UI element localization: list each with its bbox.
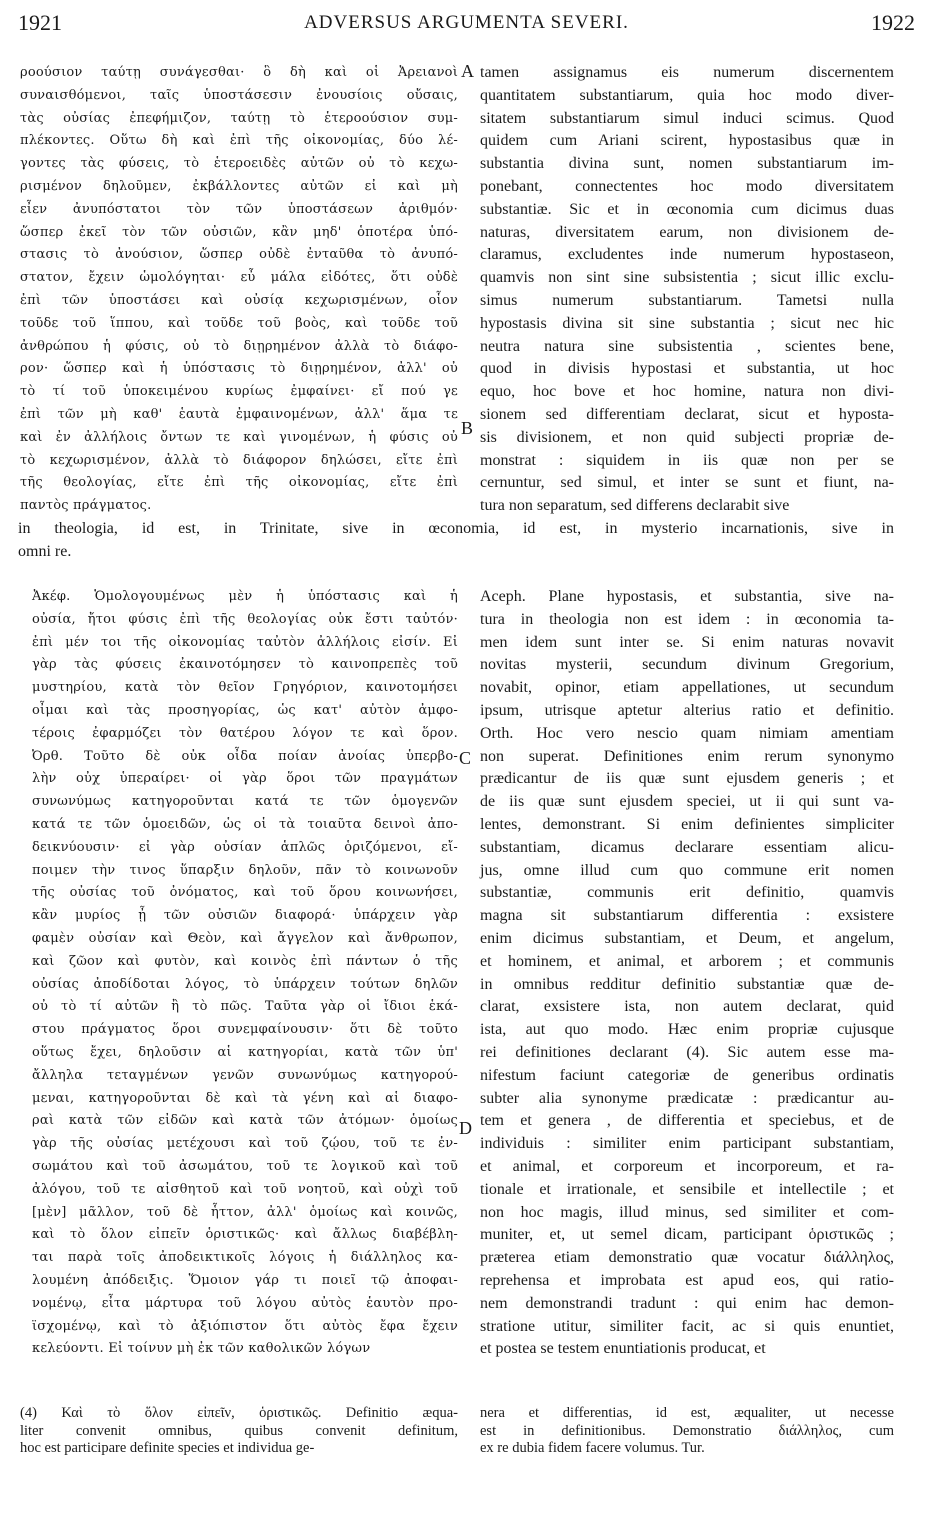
text-line: tionale et irrationale, et sensibile et intellectile ; et xyxy=(480,1180,894,1198)
text-line: tura non separatum, sed differens declarabit sive xyxy=(480,497,790,515)
text-line: nera et differentias, id est, æqualiter, ut necesse xyxy=(480,1405,894,1421)
text-line: ἀνθρώπου ἡ φύσις, οὐ τὸ διῃρημένον ἀλλὰ τὸ διάφο- xyxy=(20,338,458,354)
text-line: λὴν οὐχ ὑπεραίρει· οἱ γὰρ ὅροι τῶν πραγμάτων xyxy=(32,771,458,787)
text-line: οὐσία, ἤτοι φύσις ἐπὶ τῆς θεολογίας οὐκ ἔστι ταὐτόν· xyxy=(32,611,458,627)
text-line: Orth. Hoc vero nescio quam nimiam amentiam xyxy=(480,724,894,742)
text-line: quamvis non sint sine subsistentia ; sicut illic exclu- xyxy=(480,269,894,287)
text-line: men idem sunt inter se. Si enim naturas novavit xyxy=(480,633,894,651)
text-line: de iis quæ sunt ejusdem speciei, ut ii qui sunt va- xyxy=(480,793,894,811)
text-line: τοῦδε τοῦ ἵππου, καὶ τοῦδε τοῦ βοὸς, καὶ τοῦδε τοῦ xyxy=(20,315,458,331)
text-line: neutra natura sine subsistentia , scientes bene, xyxy=(480,337,894,355)
text-line: individuis : similiter enim participant substantiam, xyxy=(480,1135,894,1153)
text-line: liter convenit omnibus, quibus convenit definitum, xyxy=(20,1422,458,1439)
text-line: stratione utitur, similiter facit, ac si quis enuntiet, xyxy=(480,1317,894,1335)
text-line: δεικνύουσιν· εἰ γὰρ οὐσίαν ἁπλῶς ὁριζόμενοι, εἴ- xyxy=(32,839,458,855)
text-line: γὰρ τὰς φύσεις ἐκαινοτόμησεν τὸ καινοπρεπὲς τοῦ xyxy=(32,657,458,673)
latin-column-b xyxy=(480,586,894,1361)
text-line: enim dicimus substantiam, et Deum, et angelum, xyxy=(480,929,894,947)
text-line: στασις τὸ ἀνούσιον, ὥσπερ οὐδὲ ἐνταῦθα τὸ ἀνυπό- xyxy=(20,247,458,263)
greek-column-b xyxy=(32,586,458,1361)
text-line: τὰς οὐσίας ἐπεφήμιζον, ταύτῃ τὸ ἑτεροούσιον συμ- xyxy=(20,110,458,126)
text-line: tamen assignamus eis numerum discernentem xyxy=(480,64,894,81)
text-line: [μὲν] μᾶλλον, τοῦ δὲ ἧττον, ἀλλ' ὁμοίως καὶ κοινῶς, xyxy=(32,1204,458,1220)
text-line: magna sit substantiarum differentia : exsistere xyxy=(480,907,894,925)
text-line: καὶ ζῶον καὶ φυτὸν, καὶ κοινὸς ἐπὶ πάντων ὁ τῆς xyxy=(32,953,458,969)
page-header xyxy=(18,10,915,40)
margin-letter-d: D xyxy=(459,1118,472,1138)
text-line: simus numerum substantiarum. Tametsi nulla xyxy=(480,291,894,309)
text-line: substantiam, dicamus declarare essentiam alicu- xyxy=(480,838,894,856)
text-line: præterea etiam demonstratio quæ vocatur διάλληλος, xyxy=(480,1249,894,1267)
text-line: clarat, exsistere ista, non autem declarat, quid xyxy=(480,998,894,1016)
text-line: ponebant, connectentes hoc modo diversitatem xyxy=(480,177,894,195)
text-line: monstrat : siquidem in iis quæ non per se xyxy=(480,451,894,469)
text-line: non hoc magis, illud minus, sed similiter et com- xyxy=(480,1203,894,1221)
text-line: novitas mysterii, secundum divinum Gregorium, xyxy=(480,656,894,674)
text-line: in omnibus redditur definitio substantiæ quæ de- xyxy=(480,975,894,993)
text-line: ὥσπερ ἐκεῖ τὸν τῶν οὐσιῶν, κἂν μηδ' ὁποτέρα ὑπό- xyxy=(20,224,458,240)
text-line: τὸ τί τοῦ ὑποκειμένου κυρίως ἐμφαίνει· εἴ πού γε xyxy=(20,384,458,400)
text-line: κελεύοντι. Εἰ τοίνυν μὴ ἐκ τῶν καθολικῶν λόγων xyxy=(32,1341,371,1357)
text-line: jus, omne illud cum quo commune erit nomen xyxy=(480,861,894,879)
text-line: συναισθόμενοι, ταῖς ὑποστάσεσιν ἐνουσίοις οὔσαις, xyxy=(20,87,458,103)
text-line: sis divisionem, et non quid subjecti propriæ de- xyxy=(480,428,894,446)
text-line: et animal, et corporeum et incorporeum, et ra- xyxy=(480,1157,894,1175)
footnote-right xyxy=(480,1405,894,1458)
text-line: rei definitiones declarant (4). Sic autem esse ma- xyxy=(480,1043,894,1061)
text-line: ἄλληλα τεταγμένων γενῶν συνωνύμως κατηγορού- xyxy=(32,1067,458,1083)
text-line: πλέκοντες. Οὕτω δὴ καὶ ἐπὶ τῆς οἰκονομίας, δύο λέ- xyxy=(20,133,458,149)
text-line: equo, hoc bove et hoc homine, natura non divi- xyxy=(480,383,894,401)
text-line: in theologia, id est, in Trinitate, sive in œconomia, id est, in mysterio incarnationis, sive in xyxy=(18,520,894,537)
text-line: nifestum faciunt categoriæ de generibus ordinatis xyxy=(480,1066,894,1084)
text-line: tem et genera , de differentia et speciebus, et de xyxy=(480,1112,894,1130)
text-line: τῆς οὐσίας τοῦ ὀνόματος, καὶ τοῦ ὅρου κοινωνήσει, xyxy=(32,885,458,901)
text-line: οὐ τὸ τί αὐτῶν ἢ τὸ πῶς. Ταῦτα γὰρ οἱ ἴδιοι ἑκά- xyxy=(32,999,458,1015)
margin-letter-b: B xyxy=(461,418,474,438)
text-line: συνωνύμως κατηγοροῦνται κατά τε τῶν ὁμογενῶν xyxy=(32,794,458,810)
text-line: σωμάτου καὶ τοῦ ἀσωμάτου, τοῦ τε λογικοῦ καὶ τοῦ xyxy=(32,1158,458,1174)
text-line: μυστηρίου, κατὰ τὸν θεῖον Γρηγόριον, καινοτομήσει xyxy=(32,680,458,696)
text-line: λουμένη ἀπόδειξις. Ὅμοιον γάρ τι ποιεῖ τῷ ἀποφαι- xyxy=(32,1272,458,1288)
text-line: et postea se testem enuntiationis producat, et xyxy=(480,1340,766,1358)
text-line: (4) Καὶ τὸ ὅλον εἰπεῖν, ὁριστικῶς. Definitio æqua- xyxy=(20,1405,458,1421)
text-line: ποιμεν τὴν τινος ὕπαρξιν δηλοῦν, πᾶν τὸ κοινωνοῦν xyxy=(32,862,458,878)
text-line: ἐπὶ τῶν ὑποστάσει καὶ οὐσίᾳ κεχωρισμένων, οἷον xyxy=(20,292,458,308)
text-line: ex re dubia fidem facere volumus. Tur. xyxy=(480,1440,705,1456)
running-title: ADVERSUS ARGUMENTA SEVERI. xyxy=(304,12,629,33)
text-line: καὶ ἐν ἀλλήλοις ὄντων τε καὶ γινομένων, ἡ φύσις οὐ xyxy=(20,429,458,445)
text-line: quantitatem substantiarum, quia hoc modo diver- xyxy=(480,86,894,104)
text-line: prædicantur de iis quæ sunt ejusdem generis ; et xyxy=(480,770,894,788)
text-line: nem demonstrandi tradunt : qui enim hac demon- xyxy=(480,1294,894,1312)
text-line: γοντες τὰς φύσεις, τὸ ἑτεροειδὲς αὐτῶν οὐ τὸ κεχω- xyxy=(20,156,458,172)
text-line: quidem cum Ariani scirent, hypostasibus quæ in xyxy=(480,132,894,150)
text-line: γὰρ τῆς οὐσίας μετέχουσι καὶ τοῦ ζῴου, τοῦ τε ἐν- xyxy=(32,1136,458,1152)
text-line: claramus, excludentes inde numerum hypostaseon, xyxy=(480,246,894,264)
text-line: καὶ τὸ ὅλον εἰπεῖν ὁριστικῶς· καὶ ἄλλως διαβέβλη- xyxy=(32,1227,458,1243)
text-line: οἶμαι καὶ τὰς προσηγορίας, ὡς κατ' αὐτὸν ἀμφο- xyxy=(32,702,458,718)
text-line: muniter, et, ut semel dicam, participant ὁριστικῶς ; xyxy=(480,1226,894,1244)
text-line: οὕτως ἔχει, δηλοῦσιν αἱ κατηγορίαι, κατὰ τῶν ὑπ' xyxy=(32,1044,458,1060)
text-line: νομένῳ, εἶτα μάρτυρα τοῦ λόγου αὐτὸς ἑαυτὸν προ- xyxy=(32,1295,458,1311)
text-line: hoc est participare definite species et individua ge- xyxy=(20,1440,315,1456)
text-line: ἐπὶ τῶν μὴ καθ' ἑαυτὰ ἐμφαινομένων, ἀλλ' ἅμα τε xyxy=(20,406,458,422)
text-line: ipsum, utrisque aptetur alterius ratio et definitio. xyxy=(480,701,894,719)
right-page-number: 1922 xyxy=(871,10,915,35)
text-line: omni re. xyxy=(18,542,72,560)
text-line: τῆς θεολογίας, εἴτε ἐπὶ τῆς οἰκονομίας, εἴτε ἐπὶ xyxy=(20,475,458,491)
text-line: κἂν μυρίος ᾖ τῶν οὐσιῶν διαφορά· ὑπάρχειν γὰρ xyxy=(32,908,458,924)
text-line: cernuntur, sed simul, et inter se sunt et fiunt, na- xyxy=(480,474,894,492)
text-line: ἐπὶ μέν τοι τῆς οἰκονομίας ταὐτὸν ἀλλήλοις εἰσίν. Εἰ xyxy=(32,634,458,650)
text-line: φαμὲν οὐσίαν καὶ Θεὸν, καὶ ἄγγελον καὶ ἄνθρωπον, xyxy=(32,930,458,946)
text-line: ρισμένον δηλοῦμεν, ἐκβάλλοντες αὐτῶν εἰ καὶ μὴ xyxy=(20,178,458,194)
text-line: hypostasis divina sit sine substantia ; sicut nec hic xyxy=(480,314,894,332)
text-line: tura in theologia non est idem : in œconomia ta- xyxy=(480,610,894,628)
text-line: Aceph. Plane hypostasis, et substantia, sive na- xyxy=(480,588,894,605)
text-line: Ὀρθ. Τοῦτο δὲ οὐκ οἶδα ποίαν ἀνοίας ὑπερβο- xyxy=(32,748,458,764)
text-line: sionem sed differentiam declarat, sicut et hyposta- xyxy=(480,405,894,423)
text-line: κατά τε τῶν ὁμοειδῶν, ὡς οἱ τὰ τοιαῦτα δεινοὶ ἀπο- xyxy=(32,816,458,832)
text-line: reprehensa et improbata est apud eos, qui ratio- xyxy=(480,1271,894,1289)
greek-column-a xyxy=(20,62,458,518)
text-line: Ἀκέφ. Ὁμολογουμένως μὲν ἡ ὑπόστασις καὶ ἡ xyxy=(32,589,458,604)
text-line: εἶεν ἀνυπόστατοι τὸν τῶν ὑποστάσεων ἀριθμόν· xyxy=(20,201,458,217)
text-line: ἀλόγου, τοῦ τε αἰσθητοῦ καὶ τοῦ νοητοῦ, καὶ οὐχὶ τοῦ xyxy=(32,1181,458,1197)
text-line: substantiæ. Sic et in œconomia cum dicimus duas xyxy=(480,200,894,218)
text-line: τέροις ἐφαρμόζει τὸν θατέρου λόγον τε καὶ ὅρον. xyxy=(32,725,458,741)
text-line: ρον· ὥσπερ καὶ ἡ ὑπόστασις τὸ διῃρημένον, ἀλλ' οὐ xyxy=(20,361,458,377)
text-line: substantiæ, communis erit definitio, quamvis xyxy=(480,884,894,902)
full-width-text xyxy=(18,518,894,564)
text-line: ραὶ κατὰ τῶν εἰδῶν καὶ κατὰ τῶν ἀτόμων· ὁμοίως xyxy=(32,1113,458,1129)
text-line: ροούσιον ταύτῃ συνάγεσθαι· ὃ δὴ καὶ οἱ Ἀρειανοὶ xyxy=(20,65,458,80)
text-line: quod in divisis hypostasi et substantia, ut hoc xyxy=(480,360,894,378)
text-line: μεναι, κατηγοροῦνται δὲ καὶ τὰ γένη καὶ αἱ διαφο- xyxy=(32,1090,458,1106)
text-line: ϊσχομένῳ, καὶ τὸ ἀξιόπιστον ὅτι αὐτὸς ἔφα ἔχειν xyxy=(32,1318,458,1334)
text-line: sitatem substantiarum simul induci scimus. Quod xyxy=(480,109,894,127)
footnote-left xyxy=(20,1405,458,1458)
text-line: est in definitionibus. Demonstratio διάλληλος, cum xyxy=(480,1422,894,1439)
text-line: non superat. Definitiones enim rerum synonymo xyxy=(480,747,894,765)
left-page-number: 1921 xyxy=(18,10,62,35)
text-line: στατον, ἔχειν ὡμολόγηται· εὖ μάλα εἰδότες, ὅτι οὐδὲ xyxy=(20,270,458,286)
margin-letter-c: C xyxy=(459,748,472,768)
text-line: et hominem, et animal, et arborem ; et communis xyxy=(480,952,894,970)
text-line: οὐσίας ἀποδίδοται λόγος, τὸ ὑπάρχειν τούτων δηλῶν xyxy=(32,976,458,992)
latin-column-a xyxy=(480,62,894,518)
margin-letter-a: A xyxy=(461,61,474,81)
text-line: substantia divina sunt, nomen substantiarum im- xyxy=(480,155,894,173)
text-line: παντὸς πράγματος. xyxy=(20,498,152,514)
text-line: ista, aut quo modo. Hæc enim propriæ cujusque xyxy=(480,1021,894,1039)
text-line: τὸ κεχωρισμένον, ἀλλὰ τὸ διάφορον δηλώσει, εἴτε ἐπὶ xyxy=(20,452,458,468)
text-line: ται παρὰ τοῖς ἀποδεικτικοῖς λόγοις ἡ διάλληλος κα- xyxy=(32,1250,458,1266)
text-line: στου πράγματος ὅροι συνεμφαίνουσιν· ὅτι δὲ τοῦτο xyxy=(32,1022,458,1038)
text-line: naturas, diversitatem earum, non divisionem de- xyxy=(480,223,894,241)
text-line: novabit, opinor, etiam appellationes, ut secundum xyxy=(480,679,894,697)
text-line: lentes, demonstrant. Si enim definientes simpliciter xyxy=(480,815,894,833)
text-line: subter alia synonyme prædicatæ : prædicantur au- xyxy=(480,1089,894,1107)
